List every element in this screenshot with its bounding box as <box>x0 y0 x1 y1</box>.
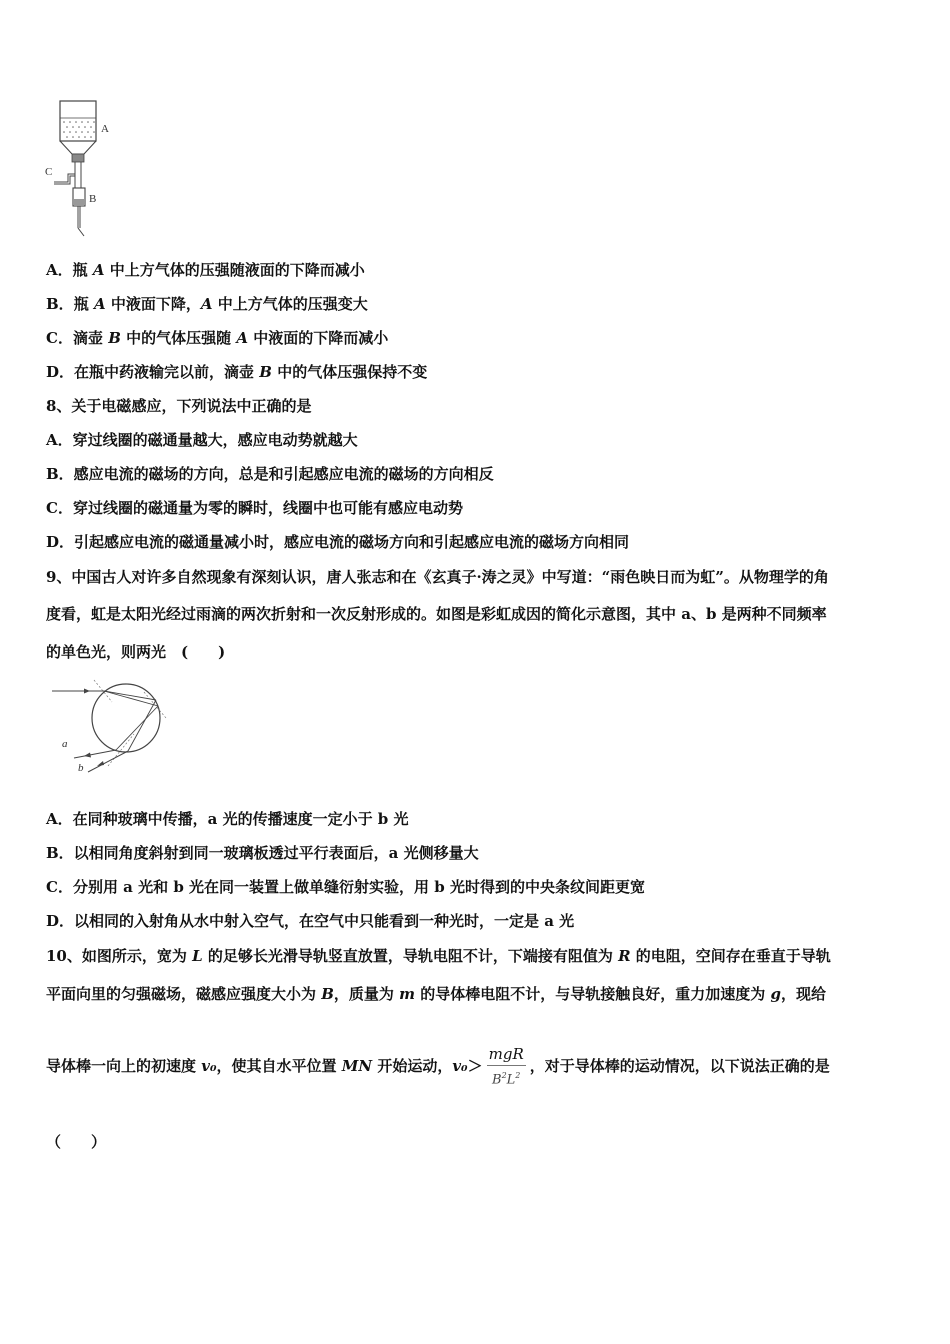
q9-option-d: D．以相同的入射角从水中射入空气，在空气中只能看到一种光时，一定是 a 光 <box>46 912 575 930</box>
label-C: C <box>45 166 53 178</box>
q10-stem-line2: 平面向里的匀强磁场，磁感应强度大小为 B，质量为 m 的导体棒电阻不计，与导轨接触良好，重力加速度为 g，现给 <box>46 985 826 1003</box>
label-A: A <box>101 123 109 135</box>
infusion-apparatus-figure <box>44 96 124 241</box>
q8-option-b: B．感应电流的磁场的方向，总是和引起感应电流的磁场的方向相反 <box>46 465 494 483</box>
q9-stem-line1: 9、中国古人对许多自然现象有深刻认识，唐人张志和在《玄真子·涛之灵》中写道：“雨色映日而为虹”。从物理学的角 <box>46 568 829 586</box>
q10-stem-line1: 10、如图所示，宽为 L 的足够长光滑导轨竖直放置，导轨电阻不计，下端接有阻值为 R 的电阻，空间存在垂直于导轨 <box>46 947 831 965</box>
rainbow-raindrop-figure <box>48 674 173 782</box>
ray-label-a: a <box>62 738 68 750</box>
q8-option-d: D．引起感应电流的磁通量减小时，感应电流的磁场方向和引起感应电流的磁场方向相同 <box>46 533 630 551</box>
ray-label-b: b <box>78 762 84 774</box>
q8-option-c: C．穿过线圈的磁通量为零的瞬时，线圈中也可能有感应电动势 <box>46 499 463 517</box>
label-B: B <box>89 193 97 205</box>
q7-option-d: D．在瓶中药液输完以前，滴壶 B 中的气体压强保持不变 <box>46 363 428 381</box>
q9-option-b: B．以相同角度斜射到同一玻璃板透过平行表面后，a 光侧移量大 <box>46 844 479 862</box>
q9-option-a: A．在同种玻璃中传播，a 光的传播速度一定小于 b 光 <box>46 810 409 828</box>
q7-option-a: A．瓶 A 中上方气体的压强随液面的下降而减小 <box>46 261 365 279</box>
q7-option-b: B．瓶 A 中液面下降，A 中上方气体的压强变大 <box>46 295 368 313</box>
q9-stem-line2: 度看，虹是太阳光经过雨滴的两次折射和一次反射形成的。如图是彩虹成因的简化示意图，其中 a、b 是两种不同频率 <box>46 605 827 623</box>
q9-option-c: C．分别用 a 光和 b 光在同一装置上做单缝衍射实验，用 b 光时得到的中央条纹间距更宽 <box>46 878 645 896</box>
q8-option-a: A．穿过线圈的磁通量越大，感应电动势就越大 <box>46 431 358 449</box>
q9-stem-line3: 的单色光，则两光 ( ) <box>46 643 226 661</box>
q10-answer-parentheses: （ ） <box>46 1133 107 1151</box>
q7-option-c: C．滴壶 B 中的气体压强随 A 中液面的下降而减小 <box>46 329 389 347</box>
velocity-threshold-fraction: $\frac{\text{mgR}}{B^2L^2}$ <box>488 1045 524 1088</box>
q8-stem: 8、关于电磁感应，下列说法中正确的是 <box>46 397 312 415</box>
q10-stem-line3: 导体棒一向上的初速度 v₀，使其自水平位置 MN 开始运动，v₀＞ $\frac{\text{mgR}}{B^2L^2}$ ，对于导体棒的运动情况，以下说法正确的是 <box>46 1045 830 1088</box>
